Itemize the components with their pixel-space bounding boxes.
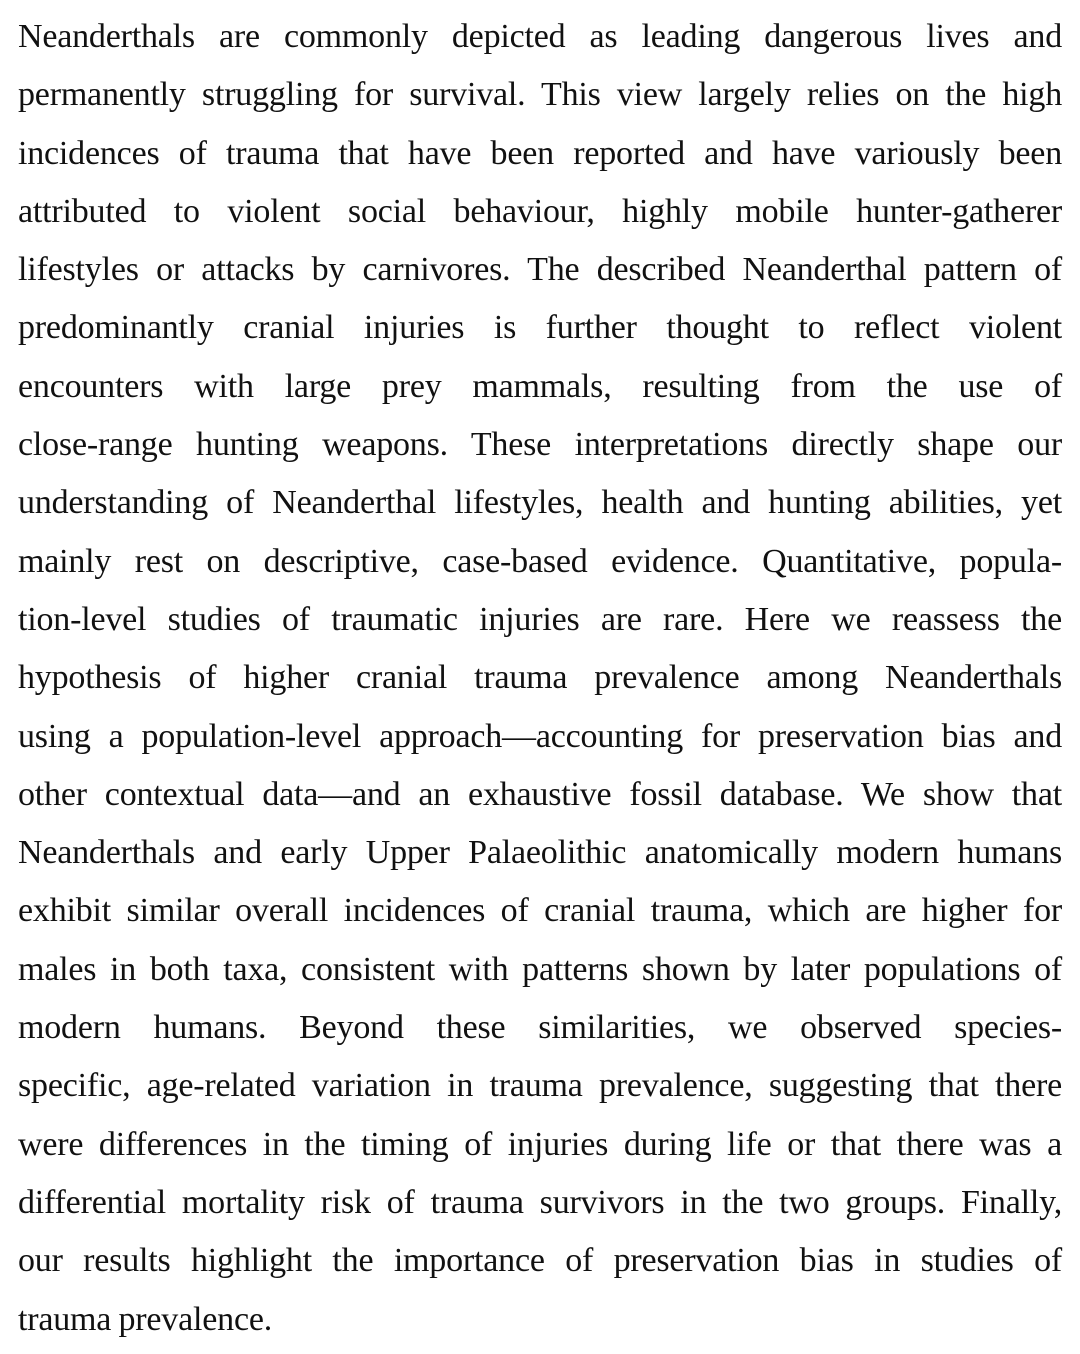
text-line-11: tion-level studies of traumatic injuries are rare. Here we reassess the bbox=[18, 600, 1062, 638]
text-line-3: incidences of trauma that have been reported and have variously been bbox=[18, 134, 1062, 172]
text-line-10: mainly rest on descriptive, case-based evidence. Quantitative, popula- bbox=[18, 542, 1062, 580]
text-line-5: lifestyles or attacks by carnivores. The described Neanderthal pattern of bbox=[18, 251, 1062, 289]
text-line-7: encounters with large prey mammals, resulting from the use of bbox=[18, 367, 1062, 405]
text-line-23: trauma prevalence. bbox=[18, 1300, 273, 1338]
text-line-2: permanently struggling for survival. This view largely relies on the high bbox=[18, 76, 1062, 114]
text-line-19: specific, age-related variation in trauma prevalence, suggesting that there bbox=[18, 1067, 1062, 1105]
text-line-21: differential mortality risk of trauma survivors in the two groups. Finally, bbox=[18, 1183, 1062, 1221]
text-line-1: Neanderthals are commonly depicted as leading dangerous lives and bbox=[18, 18, 1062, 55]
text-line-22: our results highlight the importance of preservation bias in studies of bbox=[18, 1242, 1062, 1280]
text-line-18: modern humans. Beyond these similarities, we observed species- bbox=[18, 1009, 1062, 1047]
text-line-14: other contextual data—and an exhaustive fossil database. We show that bbox=[18, 775, 1062, 813]
text-line-20: were differences in the timing of injuries during life or that there was a bbox=[18, 1125, 1062, 1163]
text-line-9: understanding of Neanderthal lifestyles, health and hunting abilities, yet bbox=[18, 484, 1062, 522]
text-line-4: attributed to violent social behaviour, highly mobile hunter-gatherer bbox=[18, 192, 1062, 230]
text-line-6: predominantly cranial injuries is further thought to reflect violent bbox=[18, 309, 1062, 347]
abstract-paragraph bbox=[18, 8, 1062, 1349]
text-line-12: hypothesis of higher cranial trauma prevalence among Neanderthals bbox=[18, 659, 1062, 697]
text-line-8: close-range hunting weapons. These interpretations directly shape our bbox=[18, 426, 1062, 464]
text-line-16: exhibit similar overall incidences of cranial trauma, which are higher for bbox=[18, 892, 1062, 930]
text-line-17: males in both taxa, consistent with patterns shown by later populations of bbox=[18, 950, 1062, 988]
text-line-13: using a population-level approach—accounting for preservation bias and bbox=[18, 717, 1062, 755]
text-line-15: Neanderthals and early Upper Palaeolithic anatomically modern humans bbox=[18, 834, 1062, 872]
